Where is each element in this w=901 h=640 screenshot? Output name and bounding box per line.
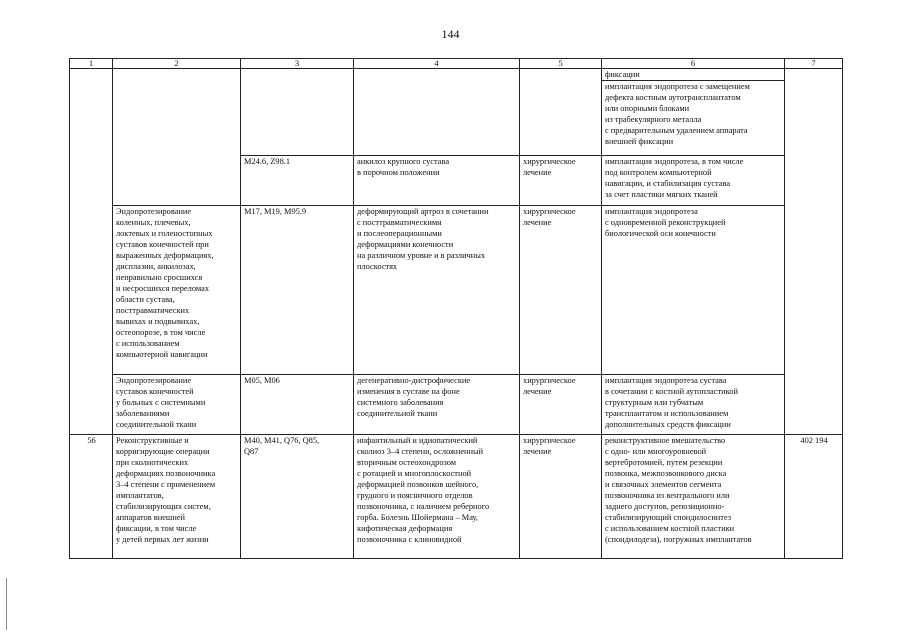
diagnosis-line: на различном уровне и в различных <box>357 251 486 260</box>
procedure-line: с использованием <box>116 339 180 348</box>
procedure-line: аппаратов внешней <box>116 513 186 522</box>
procedure-line: заболеваниями <box>116 409 170 418</box>
method-line: дефекта костным аутотрансплантатом <box>605 93 741 102</box>
column-header: 3 <box>241 59 354 69</box>
method-line: имплантация эндопротеза с замещением <box>605 82 750 91</box>
icd-codes-cell <box>241 375 354 435</box>
cost-value: 402 194 <box>800 436 828 445</box>
row-number-cell <box>70 69 113 435</box>
diagnosis-line: дегенеративно-дистрофические <box>357 376 471 385</box>
method-line: в сочетании с костной аутопластикой <box>605 387 738 396</box>
diagnosis-cell <box>354 156 520 206</box>
method-line: имплантация эндопротеза, в том числе <box>605 157 744 166</box>
method-line: навигации, и стабилизация сустава <box>605 179 731 188</box>
diagnosis-line: изменения в суставе на фоне <box>357 387 460 396</box>
procedure-line: компьютерной навигации <box>116 350 208 359</box>
method-line: позвоночника из вентрального или <box>605 491 730 500</box>
procedure-group-cell <box>113 435 241 559</box>
diagnosis-line: в порочном положении <box>357 168 440 177</box>
diagnosis-line: анкилоз крупного сустава <box>357 157 450 166</box>
diagnosis-line: деформирующий артроз в сочетании <box>357 207 489 216</box>
diagnosis-line: соединительной ткани <box>357 409 438 418</box>
procedure-line: корригирующие операции <box>116 447 210 456</box>
procedure-line: Эндопротезирование <box>116 207 192 216</box>
procedure-line: и несросшихся переломах <box>116 284 210 293</box>
method-cell <box>602 375 785 435</box>
diagnosis-line: сколиоз 3–4 степени, осложненный <box>357 447 484 456</box>
procedures-table <box>69 58 843 559</box>
treatment-line: хирургическое <box>523 157 576 166</box>
diagnosis-line: плоскостях <box>357 262 398 271</box>
icd-codes-cell <box>241 69 354 156</box>
procedure-group-cell <box>113 69 241 206</box>
treatment-line: лечение <box>523 447 552 456</box>
method-line: структурным или губчатым <box>605 398 704 407</box>
scan-edge-mark <box>6 578 7 630</box>
method-line: или опорными блоками <box>605 104 690 113</box>
icd-codes: M17, M19, M95.9 <box>244 207 307 216</box>
method-cell <box>602 435 785 559</box>
column-header: 7 <box>785 59 843 69</box>
procedure-line: вывихах и подвывихах, <box>116 317 200 326</box>
treatment-type-cell <box>520 435 602 559</box>
diagnosis-line: и послеоперационными <box>357 229 442 238</box>
diagnosis-line: кифотическая деформация <box>357 524 453 533</box>
diagnosis-line: грудного и поясничного отделов <box>357 491 473 500</box>
procedure-line: стабилизирующих систем, <box>116 502 211 511</box>
procedure-line: у детей первых лет жизни <box>116 535 209 544</box>
diagnosis-line: горба. Болезнь Шойермана – Мау, <box>357 513 478 522</box>
procedure-line: у больных с системными <box>116 398 206 407</box>
diagnosis-line: с посттравматическими <box>357 218 442 227</box>
diagnosis-line: позвоночника с клиновидной <box>357 535 462 544</box>
method-line: имплантация эндопротеза <box>605 207 698 216</box>
procedure-line: остеопорозе, в том числе <box>116 328 206 337</box>
column-number-header-row <box>70 59 843 69</box>
procedure-line: имплантатов, <box>116 491 164 500</box>
method-line: (спондилодеза), погружных имплантатов <box>605 535 752 544</box>
diagnosis-line: деформацией позвонков шейного, <box>357 480 479 489</box>
table-row <box>70 206 843 375</box>
diagnosis-cell <box>354 435 520 559</box>
method-line: имплантация эндопротеза сустава <box>605 376 727 385</box>
procedure-line: локтевых и голеностопных <box>116 229 213 238</box>
diagnosis-line: позвоночника, с наличием реберного <box>357 502 490 511</box>
method-line: с одновременной реконструкцией <box>605 218 726 227</box>
icd-codes-cell <box>241 156 354 206</box>
table-row <box>70 375 843 435</box>
procedure-line: выраженных деформациях, <box>116 251 214 260</box>
procedure-line: суставов конечностей при <box>116 240 209 249</box>
page-number: 144 <box>441 27 460 41</box>
procedure-line: деформациях позвоночника <box>116 469 216 478</box>
column-header: 6 <box>602 59 785 69</box>
method-line: трансплантатом и использованием <box>605 409 729 418</box>
procedure-group-cell <box>113 206 241 375</box>
table-row <box>70 435 843 559</box>
method-line: с предварительным удалением аппарата <box>605 126 748 135</box>
method-line: фиксации <box>605 70 640 79</box>
procedure-line: при сколиотических <box>116 458 189 467</box>
icd-codes-line: M40, M41, Q76, Q85, <box>244 436 320 445</box>
procedure-line: 3–4 степени с применением <box>116 480 216 489</box>
icd-codes-line: Q87 <box>244 447 259 456</box>
cost-cell <box>785 69 843 435</box>
column-header: 4 <box>354 59 520 69</box>
icd-codes-cell <box>241 435 354 559</box>
treatment-line: лечение <box>523 218 552 227</box>
method-line: с использованием костной пластики <box>605 524 735 533</box>
icd-codes: M05, M06 <box>244 376 280 385</box>
diagnosis-cell <box>354 375 520 435</box>
treatment-line: хирургическое <box>523 376 576 385</box>
method-line: стабилизирующий спондилосинтез <box>605 513 732 522</box>
column-header: 1 <box>70 59 113 69</box>
column-header: 2 <box>113 59 241 69</box>
row-number-cell <box>70 435 113 559</box>
diagnosis-line: с ротацией и многоплоскостной <box>357 469 472 478</box>
treatment-type-cell <box>520 69 602 156</box>
procedure-line: Реконструктивные и <box>116 436 189 445</box>
treatment-line: хирургическое <box>523 436 576 445</box>
method-line: с одно- или многоуровневой <box>605 447 707 456</box>
diagnosis-cell <box>354 206 520 375</box>
icd-codes: M24.6, Z98.1 <box>244 157 291 166</box>
method-line: под контролем компьютерной <box>605 168 712 177</box>
treatment-line: хирургическое <box>523 207 576 216</box>
method-line: биологической оси конечности <box>605 229 716 238</box>
method-cell <box>602 69 785 156</box>
method-line: реконструктивное вмешательство <box>605 436 726 445</box>
diagnosis-line: инфантильный и идиопатический <box>357 436 478 445</box>
method-cell <box>602 206 785 375</box>
method-line: за счет пластики мягких тканей <box>605 190 718 199</box>
method-line: дополнительных средств фиксации <box>605 420 731 429</box>
procedure-line: соединительной ткани <box>116 420 197 429</box>
procedure-line: дисплазии, анкилозах, <box>116 262 196 271</box>
treatment-type-cell <box>520 375 602 435</box>
method-line: заднего доступов, репозиционно- <box>605 502 725 511</box>
procedure-group-cell <box>113 375 241 435</box>
procedure-line: области сустава, <box>116 295 175 304</box>
procedure-line: коленных, плечевых, <box>116 218 191 227</box>
procedure-line: суставов конечностей <box>116 387 194 396</box>
treatment-line: лечение <box>523 387 552 396</box>
icd-codes-cell <box>241 206 354 375</box>
procedure-line: Эндопротезирование <box>116 376 192 385</box>
treatment-type-cell <box>520 156 602 206</box>
method-line: из трабекулярного металла <box>605 115 702 124</box>
row-number: 56 <box>87 436 96 445</box>
diagnosis-line: системного заболевания <box>357 398 444 407</box>
diagnosis-cell <box>354 69 520 156</box>
table-row <box>70 69 843 156</box>
diagnosis-line: вторичным остеохондрозом <box>357 458 457 467</box>
method-line: внешней фиксации <box>605 137 674 146</box>
method-cell <box>602 156 785 206</box>
procedure-line: посттравматических <box>116 306 190 315</box>
column-header: 5 <box>520 59 602 69</box>
diagnosis-line: деформациями конечности <box>357 240 454 249</box>
treatment-type-cell <box>520 206 602 375</box>
treatment-line: лечение <box>523 168 552 177</box>
procedure-line: неправильно сросшихся <box>116 273 203 282</box>
method-line: вертебротомией, путем резекции <box>605 458 723 467</box>
method-line: и связочных элементов сегмента <box>605 480 722 489</box>
method-line: позвонка, межпозвонкового диска <box>605 469 727 478</box>
cost-cell <box>785 435 843 559</box>
procedure-line: фиксации, в том числе <box>116 524 197 533</box>
method-subcell <box>602 80 784 147</box>
